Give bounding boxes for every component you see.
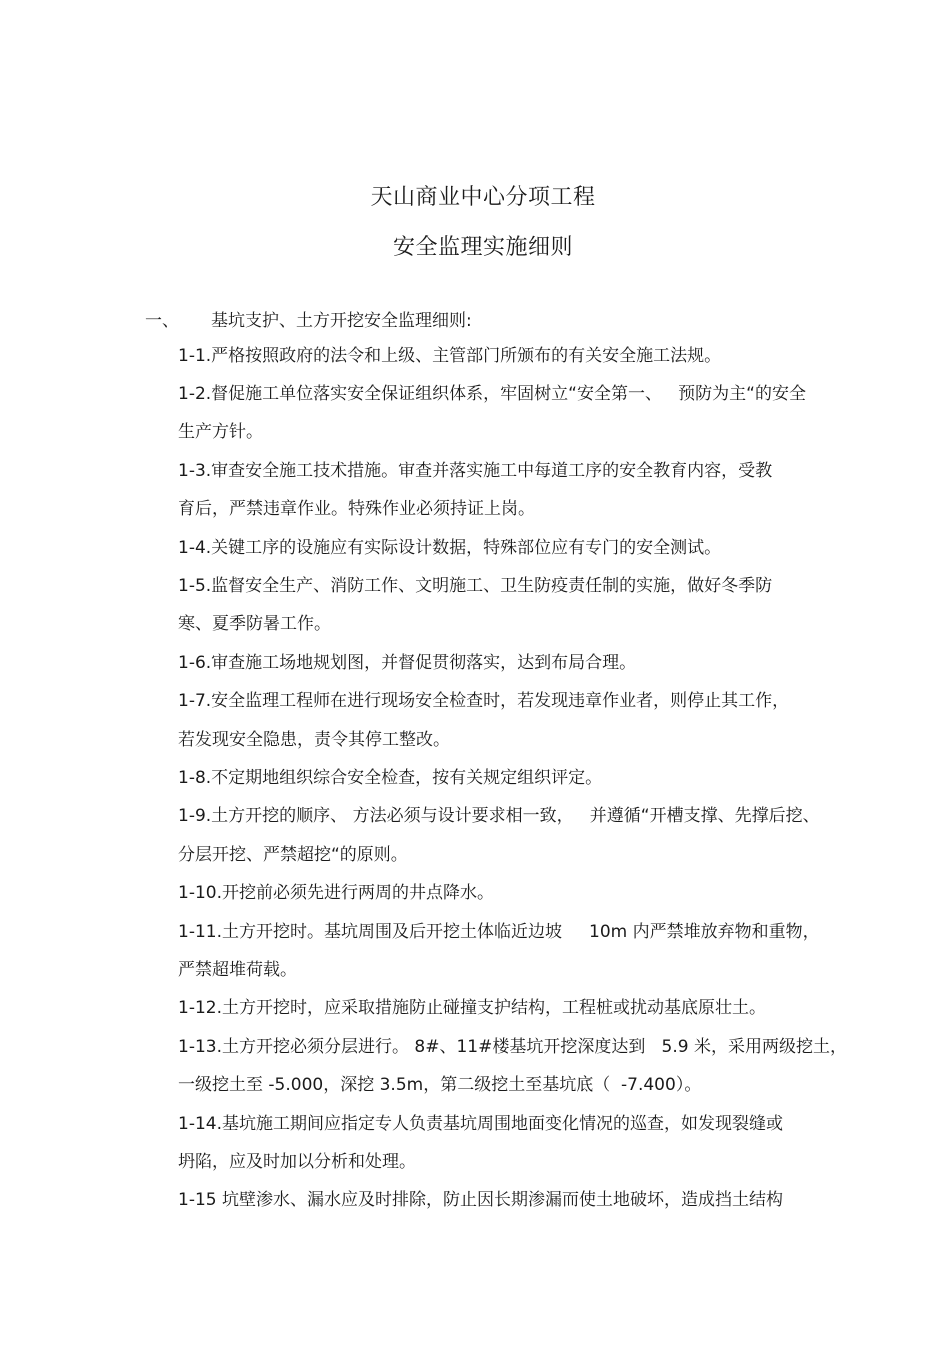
text-line: 若发现安全隐患，责令其停工整改。: [178, 730, 450, 750]
text-line: 1-4.关键工序的设施应有实际设计数据，特殊部位应有专门的安全测试。: [178, 538, 722, 558]
text-line: 1-13.土方开挖必须分层进行。 8#、11#楼基坑开挖深度达到 5.9 米，采用两级挖土，: [178, 1037, 847, 1057]
text-line: 1-8.不定期地组织综合安全检查，按有关规定组织评定。: [178, 768, 603, 788]
text-line: 分层开挖、严禁超挖“的原则。: [178, 845, 408, 865]
text-line: 1-12.土方开挖时，应采取措施防止碰撞支护结构，工程桩或扰动基底原壮土。: [178, 998, 766, 1018]
document-subtitle: 安全监理实施细则: [392, 235, 573, 260]
text-line: 1-11.土方开挖时。基坑周围及后开挖土体临近边坡 10m 内严禁堆放弃物和重物，: [178, 922, 820, 942]
text-line: 1-14.基坑施工期间应指定专人负责基坑周围地面变化情况的巡查，如发现裂缝或: [178, 1114, 783, 1134]
text-line: 1-1.严格按照政府的法令和上级、主管部门所颁布的有关安全施工法规。: [178, 346, 722, 366]
text-line: 生产方针。: [178, 422, 263, 442]
text-line: 一级挖土至 -5.000，深挖 3.5m，第二级挖土至基坑底（ -7.400）。: [178, 1075, 702, 1095]
text-line: 育后，严禁违章作业。特殊作业必须持证上岗。: [178, 499, 535, 519]
text-line: 1-6.审查施工场地规划图，并督促贯彻落实，达到布局合理。: [178, 653, 637, 673]
text-line: 1-5.监督安全生产、消防工作、文明施工、卫生防疫责任制的实施，做好冬季防: [178, 576, 773, 596]
text-line: 1-9.土方开挖的顺序、 方法必须与设计要求相一致， 并遵循“开槽支撑、先撑后挖、: [178, 806, 820, 826]
text-line: 1-15 坑壁渗水、漏水应及时排除，防止因长期渗漏而使土地破坏，造成挡土结构: [178, 1190, 783, 1210]
text-line: 1-7.安全监理工程师在进行现场安全检查时，若发现违章作业者，则停止其工作，: [178, 691, 790, 711]
section-number: 一、: [145, 311, 179, 331]
text-line: 坍陷，应及时加以分析和处理。: [178, 1152, 416, 1172]
text-line: 严禁超堆荷载。: [178, 960, 297, 980]
text-line: 1-10.开挖前必须先进行两周的井点降水。: [178, 883, 494, 903]
section-heading: [145, 306, 472, 331]
text-line: 1-2.督促施工单位落实安全保证组织体系，牢固树立“安全第一、 预防为主“的安全: [178, 384, 806, 404]
text-line: 寒、夏季防暑工作。: [178, 614, 331, 634]
section-title: 基坑支护、土方开挖安全监理细则:: [211, 311, 472, 331]
text-line: 1-3.审查安全施工技术措施。审查并落实施工中每道工序的安全教育内容，受教: [178, 461, 773, 481]
document-title: 天山商业中心分项工程: [370, 185, 596, 210]
